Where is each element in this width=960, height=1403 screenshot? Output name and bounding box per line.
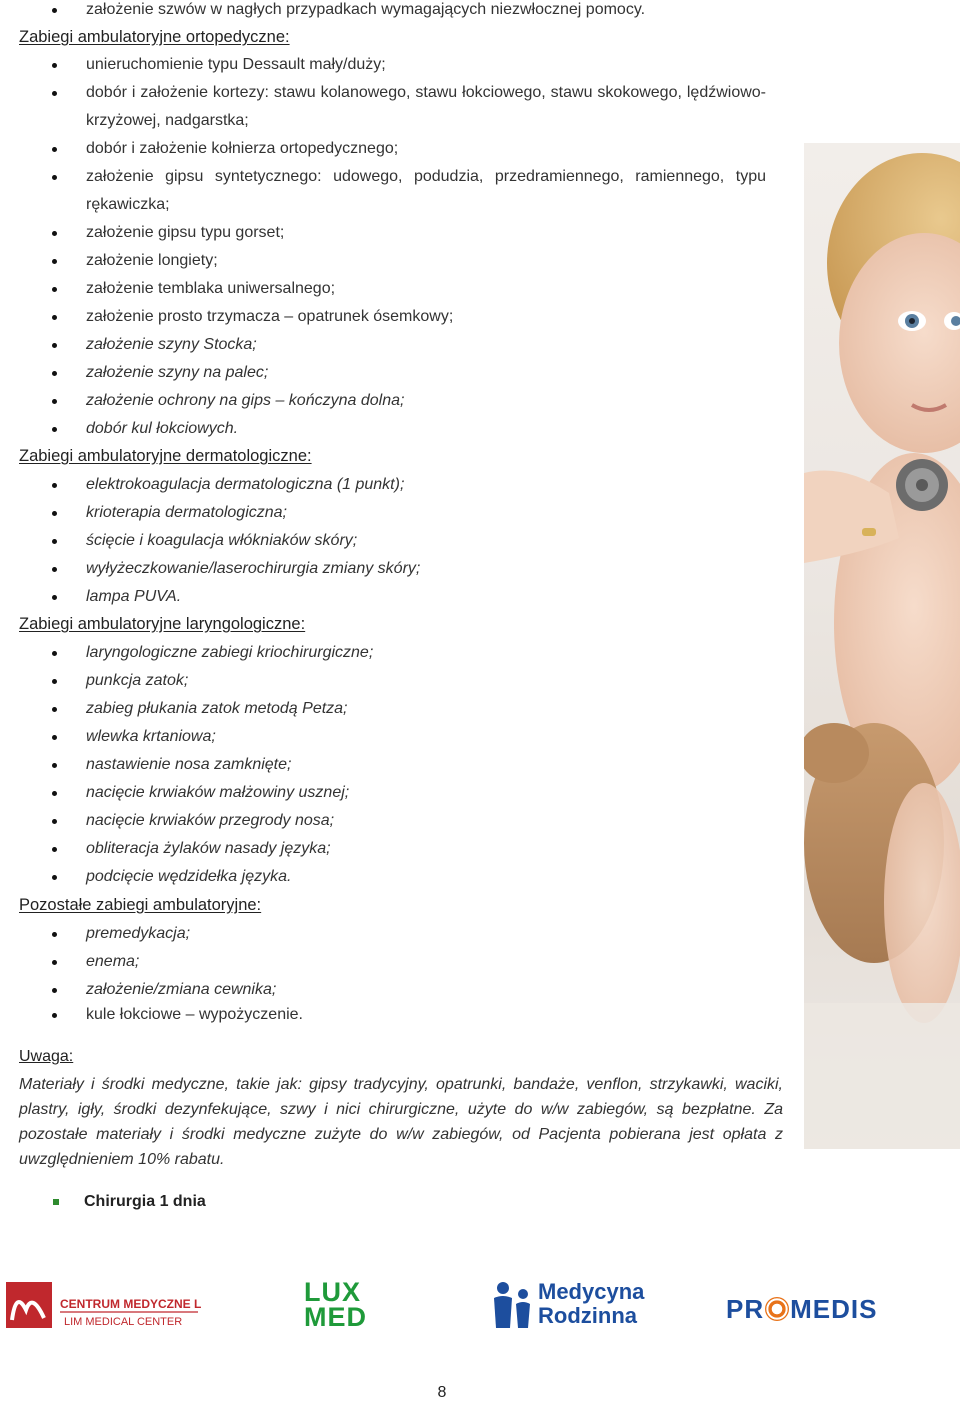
list-item: enema; <box>86 948 139 976</box>
bullet-icon <box>52 1013 57 1018</box>
bullet-icon <box>52 427 57 432</box>
bullet-icon <box>52 91 57 96</box>
bullet-icon <box>52 259 57 264</box>
bullet-icon <box>52 595 57 600</box>
section-heading-orthopedic: Zabiegi ambulatoryjne ortopedyczne: <box>19 28 290 46</box>
bullet-icon <box>52 988 57 993</box>
section-heading-other: Pozostałe zabiegi ambulatoryjne: <box>19 896 262 914</box>
bullet-icon <box>52 707 57 712</box>
list-item: założenie prosto trzymacza – opatrunek ósemkowy; <box>86 303 453 331</box>
lim-logo-graphic <box>6 1280 202 1332</box>
family-icon <box>490 1280 538 1330</box>
bullet-icon <box>52 679 57 684</box>
list-item: elektrokoagulacja dermatologiczna (1 punkt); <box>86 471 404 499</box>
list-item: założenie gipsu syntetycznego: udowego, podudzia, przedramiennego, ramiennego, typu rękawiczka; <box>86 163 766 219</box>
promedis-logo <box>726 1294 906 1330</box>
list-item: nacięcie krwiaków przegrody nosa; <box>86 807 334 835</box>
luxmed-logo-line2: MED <box>304 1302 367 1332</box>
bullet-icon <box>52 343 57 348</box>
list-item: nastawienie nosa zamknięte; <box>86 751 291 779</box>
list-item: ścięcie i koagulacja włókniaków skóry; <box>86 527 357 555</box>
list-item: założenie longiety; <box>86 247 218 275</box>
bullet-icon <box>52 511 57 516</box>
list-item: dobór i założenie kołnierza ortopedycznego; <box>86 135 398 163</box>
bullet-icon <box>52 960 57 965</box>
bullet-icon <box>52 483 57 488</box>
bullet-icon <box>52 763 57 768</box>
photo-illustration <box>804 143 960 1149</box>
list-item: założenie szyny Stocka; <box>86 331 257 359</box>
note-body: Materiały i środki medyczne, takie jak: gipsy tradycyjny, opatrunki, bandaże, venflon, strzykawki, waciki, plastry, igły, środki dezynfekujące, szwy i nici chirurgiczne, użyte do w/w zabiegów, są bezpłatne. Za pozostałe materiały i środki medyczne zużyte do w/w zabiegów, od Pacjenta pobierana jest opłata z uwzględnieniem 10% rabatu. <box>19 1076 783 1168</box>
list-item: wyłyżeczkowanie/laserochirurgia zmiany skóry; <box>86 555 420 583</box>
list-item: założenie ochrony na gips – kończyna dolna; <box>86 387 404 415</box>
luxmed-logo-line1: LUX <box>304 1277 361 1307</box>
lim-logo-line2: LIM MEDICAL CENTER <box>64 1316 183 1328</box>
page-number: 8 <box>437 1384 447 1401</box>
luxmed-logo <box>304 1277 386 1332</box>
list-item: punkcja zatok; <box>86 667 188 695</box>
medycyna-logo-line1: Medycyna <box>538 1279 645 1304</box>
bullet-icon <box>52 847 57 852</box>
section-title-one-day-surgery: Chirurgia 1 dnia <box>84 1193 206 1210</box>
list-item: lampa PUVA. <box>86 583 181 611</box>
bullet-icon <box>52 539 57 544</box>
bullet-icon <box>52 819 57 824</box>
list-item: laryngologiczne zabiegi kriochirurgiczne; <box>86 639 373 667</box>
section-heading-dermatology: Zabiegi ambulatoryjne dermatologiczne: <box>19 447 312 465</box>
bullet-icon <box>52 399 57 404</box>
promedis-logo-right: MEDIS <box>790 1294 878 1324</box>
bullet-icon <box>52 567 57 572</box>
list-item: wlewka krtaniowa; <box>86 723 216 751</box>
medycyna-logo-line2: Rodzinna <box>538 1303 637 1328</box>
list-item: obliteracja żylaków nasady języka; <box>86 835 331 863</box>
lim-logo-line1: CENTRUM MEDYCZNE LIM <box>60 1297 202 1311</box>
bullet-icon <box>52 287 57 292</box>
list-item: założenie temblaka uniwersalnego; <box>86 275 335 303</box>
list-item: założenie szyny na palec; <box>86 359 268 387</box>
bullet-icon <box>52 8 57 13</box>
list-item: założenie/zmiana cewnika; <box>86 976 276 1004</box>
bullet-icon <box>52 875 57 880</box>
bullet-icon <box>52 315 57 320</box>
bullet-icon <box>52 791 57 796</box>
bullet-icon <box>52 231 57 236</box>
list-item: nacięcie krwiaków małżowiny usznej; <box>86 779 349 807</box>
list-item: dobór i założenie kortezy: stawu kolanowego, stawu łokciowego, stawu skokowego, lędźwiowo-krzyżowej, nadgarstka; <box>86 79 766 135</box>
promedis-logo-left: PR <box>726 1294 765 1324</box>
list-item: kule łokciowe – wypożyczenie. <box>86 1001 303 1029</box>
medycyna-rodzinna-logo <box>490 1280 660 1332</box>
list-item: krioterapia dermatologiczna; <box>86 499 287 527</box>
bullet-icon <box>52 175 57 180</box>
square-bullet-icon <box>53 1199 59 1205</box>
bullet-icon <box>52 371 57 376</box>
list-item: unieruchomienie typu Dessault mały/duży; <box>86 51 386 79</box>
list-item: dobór kul łokciowych. <box>86 415 238 443</box>
lim-logo <box>6 1280 202 1332</box>
bullet-icon <box>52 651 57 656</box>
list-item <box>86 0 645 24</box>
bullet-icon <box>52 63 57 68</box>
bullet-icon <box>52 932 57 937</box>
list-item: zabieg płukania zatok metodą Petza; <box>86 695 348 723</box>
bullet-icon <box>52 147 57 152</box>
note-title: Uwaga: <box>19 1048 74 1065</box>
list-item-text: założenie szwów w nagłych przypadkach wymagających niezwłocznej pomocy. <box>86 1 646 18</box>
section-heading-laryngology: Zabiegi ambulatoryjne laryngologiczne: <box>19 615 306 633</box>
promedis-o-icon <box>765 1297 789 1321</box>
bullet-icon <box>52 735 57 740</box>
list-item: podcięcie wędzidełka języka. <box>86 863 291 891</box>
list-item: premedykacja; <box>86 920 190 948</box>
child-doctor-photo <box>804 143 960 1149</box>
list-item: założenie gipsu typu gorset; <box>86 219 284 247</box>
